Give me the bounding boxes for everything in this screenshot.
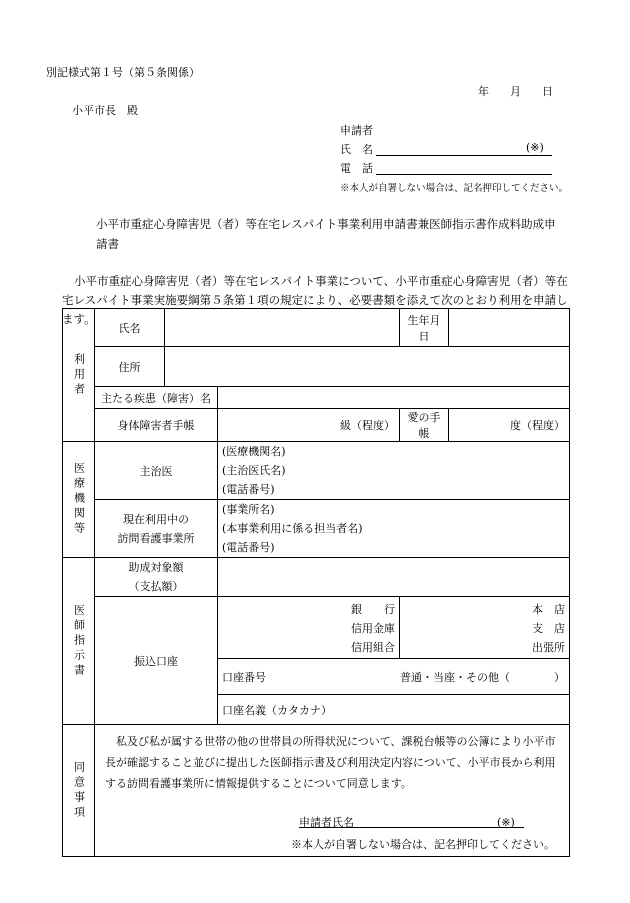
bank-name-field[interactable] — [218, 597, 400, 659]
user-name-label: 氏名 — [95, 309, 165, 347]
consent-text: 私及び私が属する世帯の他の世帯員の所得状況について、課税台帳等の公簿により小平市長が確認すること並びに提出した医師指示書及び利用決定内容について、小平市長から利用する訪問看護事業所に情報提供することについて同意します。 — [105, 735, 556, 790]
user-address-field[interactable] — [165, 347, 570, 387]
instruction-section-heading: 医師指示書 — [63, 558, 95, 725]
bank-type-shinkin: 信用金庫 — [351, 622, 395, 635]
account-holder-field[interactable] — [218, 695, 570, 725]
user-birthdate-field[interactable] — [449, 309, 570, 347]
intro-paragraph: 小平市重症心身障害児（者）等在宅レスパイト事業について、小平市重症心身障害児（者）等在宅レスパイト事業実施要綱第５条第１項の規定により、必要書類を添えて次のとおり利用を申請します。 — [62, 274, 568, 326]
doctor-info-field[interactable] — [218, 442, 570, 500]
form-number: 別記様式第１号（第５条関係） — [46, 66, 200, 79]
user-disease-label: 主たる疾患（障害）名 — [95, 387, 218, 409]
bank-type-bank: 銀 行 — [351, 603, 395, 616]
disability-book-label: 身体障害者手帳 — [95, 409, 218, 442]
user-birthdate-label: 生年月日 — [400, 309, 449, 347]
account-number-field[interactable] — [218, 659, 570, 695]
ai-book-label: 愛の手帳 — [400, 409, 449, 442]
date-day-label: 日 — [542, 85, 553, 98]
date-month-label: 月 — [510, 85, 521, 98]
nursing-line-1: (事業所名) — [222, 503, 275, 516]
addressee: 小平市長 殿 — [72, 104, 138, 117]
account-holder-label: 口座名義（カタカナ） — [222, 703, 332, 717]
account-type-options: 普通・当座・その他（ ） — [400, 670, 565, 684]
doctor-line-1: (医療機関名) — [222, 445, 286, 458]
doctor-line-2: (主治医氏名) — [222, 464, 286, 477]
consent-box — [95, 725, 570, 857]
grade-label: 級（程度） — [340, 419, 395, 432]
doctor-label: 主治医 — [95, 442, 218, 500]
ai-book-degree-field[interactable] — [449, 409, 570, 442]
consent-signature-label: 申請者氏名 — [299, 816, 354, 829]
medical-section-heading: 医療機関等 — [63, 442, 95, 558]
document-title: 小平市重症心身障害児（者）等在宅レスパイト事業利用申請書兼医師指示書作成料助成申請書 — [96, 217, 556, 251]
branch-type-branch: 支 店 — [532, 622, 565, 635]
amount-label: 助成対象額 （支払額） — [95, 558, 218, 597]
user-address-label: 住所 — [95, 347, 165, 387]
applicant-name-label: 氏 名 — [340, 143, 373, 156]
disability-grade-field[interactable] — [218, 409, 400, 442]
applicant-phone-field[interactable] — [376, 160, 552, 175]
account-number-label: 口座番号 — [222, 670, 266, 684]
doctor-line-3: (電話番号) — [222, 483, 275, 496]
branch-type-office: 出張所 — [532, 641, 565, 654]
applicant-seal-mark: (※) — [526, 141, 544, 154]
amount-field[interactable] — [218, 558, 570, 597]
nursing-info-field[interactable] — [218, 500, 570, 558]
branch-name-field[interactable] — [400, 597, 570, 659]
applicant-note: ※本人が自署しない場合は、記名押印してください。 — [340, 183, 569, 194]
date-year-label: 年 — [478, 85, 489, 98]
consent-seal-mark: (※) — [497, 816, 515, 829]
degree-label: 度（程度） — [510, 419, 565, 432]
consent-signature-field[interactable] — [299, 827, 524, 828]
branch-type-main: 本 店 — [532, 603, 565, 616]
applicant-label: 申請者 — [340, 124, 373, 137]
application-form-table — [62, 308, 570, 857]
consent-note: ※本人が自署しない場合は、記名押印してください。 — [291, 838, 555, 851]
user-name-field[interactable] — [165, 309, 400, 347]
applicant-phone-label: 電 話 — [340, 162, 373, 175]
nursing-label: 現在利用中の 訪問看護事業所 — [95, 500, 218, 558]
nursing-line-3: (電話番号) — [222, 541, 275, 554]
bank-type-shinkumi: 信用組合 — [351, 641, 395, 654]
user-section-heading: 利用者 — [63, 309, 95, 442]
consent-section-heading: 同意事項 — [63, 725, 95, 857]
transfer-account-label: 振込口座 — [95, 597, 218, 725]
user-disease-field[interactable] — [218, 387, 570, 409]
nursing-line-2: (本事業利用に係る担当者名) — [222, 522, 363, 535]
